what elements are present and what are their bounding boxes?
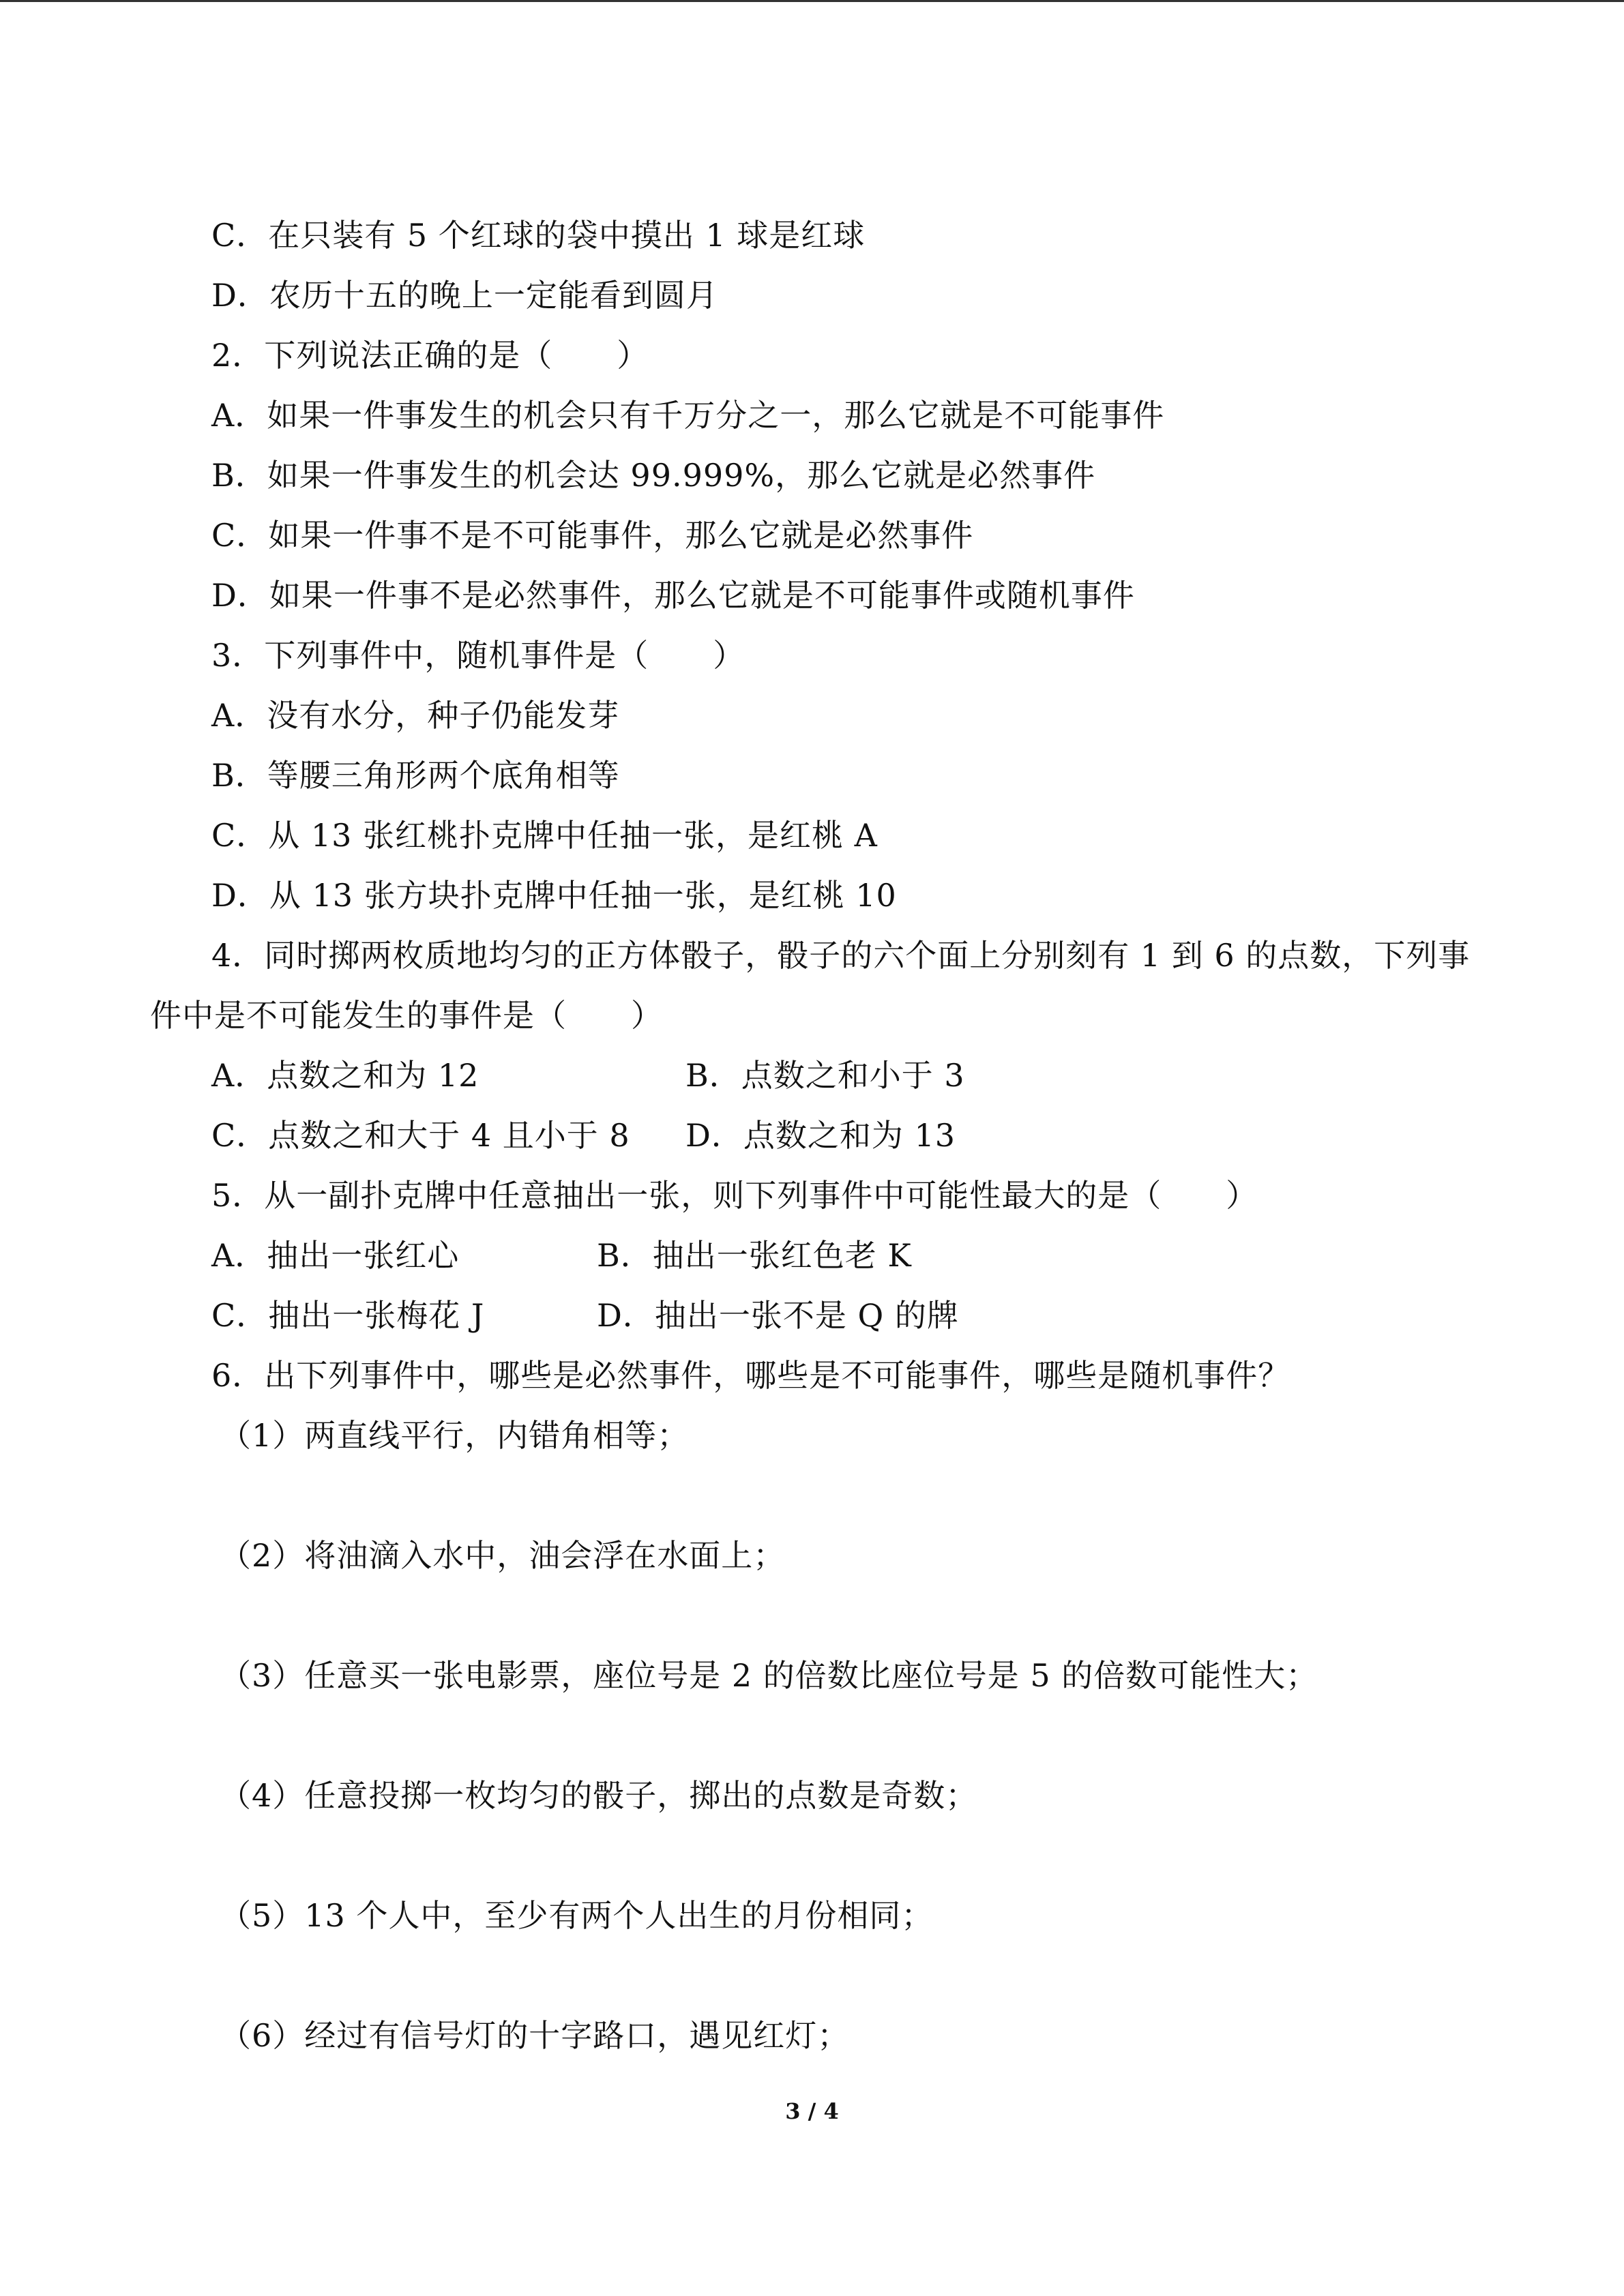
q6-item-6: （6）经过有信号灯的十字路口，遇见红灯； (220, 2017, 850, 2054)
question-2-stem: 2．下列说法正确的是（ ） (211, 337, 649, 374)
question-4-stem-line-1: 4．同时掷两枚质地均匀的正方体骰子，骰子的六个面上分别刻有 1 到 6 的点数，下列事 (211, 937, 1471, 974)
question-6-stem: 6．出下列事件中，哪些是必然事件，哪些是不可能事件，哪些是随机事件？ (211, 1357, 1290, 1394)
q6-item-4: （4）任意投掷一枚均匀的骰子，掷出的点数是奇数； (220, 1777, 978, 1814)
q2-option-a: A．如果一件事发生的机会只有千万分之一，那么它就是不可能事件 (211, 397, 1165, 434)
q4-option-d: D．点数之和为 13 (685, 1117, 956, 1154)
q4-options-row-2 (211, 1115, 1507, 1156)
q3-option-b: B．等腰三角形两个底角相等 (211, 757, 620, 794)
page-number: 3 / 4 (785, 2098, 839, 2124)
q5-option-b: B．抽出一张红色老 K (597, 1237, 912, 1274)
q2-option-b: B．如果一件事发生的机会达 99.999%，那么它就是必然事件 (211, 457, 1096, 494)
question-4-stem-line-2: 件中是不可能发生的事件是（ ） (150, 997, 663, 1034)
q5-options-row-2 (211, 1295, 1507, 1336)
q1-option-c: C．在只装有 5 个红球的袋中摸出 1 球是红球 (211, 217, 866, 254)
q5-option-a: A．抽出一张红心 (211, 1237, 460, 1274)
q6-item-2: （2）将油滴入水中，油会浮在水面上； (220, 1537, 786, 1574)
q4-option-c: C．点数之和大于 4 且小于 8 (211, 1117, 630, 1154)
q5-option-c: C．抽出一张梅花 J (211, 1297, 485, 1334)
q2-option-c: C．如果一件事不是不可能事件，那么它就是必然事件 (211, 517, 974, 554)
q5-options-row-1 (211, 1235, 1507, 1276)
question-3-stem: 3．下列事件中，随机事件是（ ） (211, 637, 745, 674)
q3-option-c: C．从 13 张红桃扑克牌中任抽一张，是红桃 A (211, 817, 878, 854)
q6-item-3: （3）任意买一张电影票，座位号是 2 的倍数比座位号是 5 的倍数可能性大； (220, 1657, 1318, 1694)
q1-option-d: D．农历十五的晚上一定能看到圆月 (211, 277, 718, 314)
q4-option-a: A．点数之和为 12 (211, 1057, 479, 1094)
q6-item-5: （5）13 个人中，至少有两个人出生的月份相同； (220, 1897, 934, 1934)
q4-option-b: B．点数之和小于 3 (685, 1057, 965, 1094)
q3-option-a: A．没有水分，种子仍能发芽 (211, 697, 620, 734)
q3-option-d: D．从 13 张方块扑克牌中任抽一张，是红桃 10 (211, 877, 897, 914)
question-5-stem: 5．从一副扑克牌中任意抽出一张，则下列事件中可能性最大的是（ ） (211, 1177, 1258, 1214)
q5-option-d: D．抽出一张不是 Q 的牌 (597, 1297, 959, 1334)
q2-option-d: D．如果一件事不是必然事件，那么它就是不可能事件或随机事件 (211, 577, 1135, 614)
q6-item-1: （1）两直线平行，内错角相等； (220, 1417, 690, 1454)
q4-options-row-1 (211, 1055, 1507, 1096)
